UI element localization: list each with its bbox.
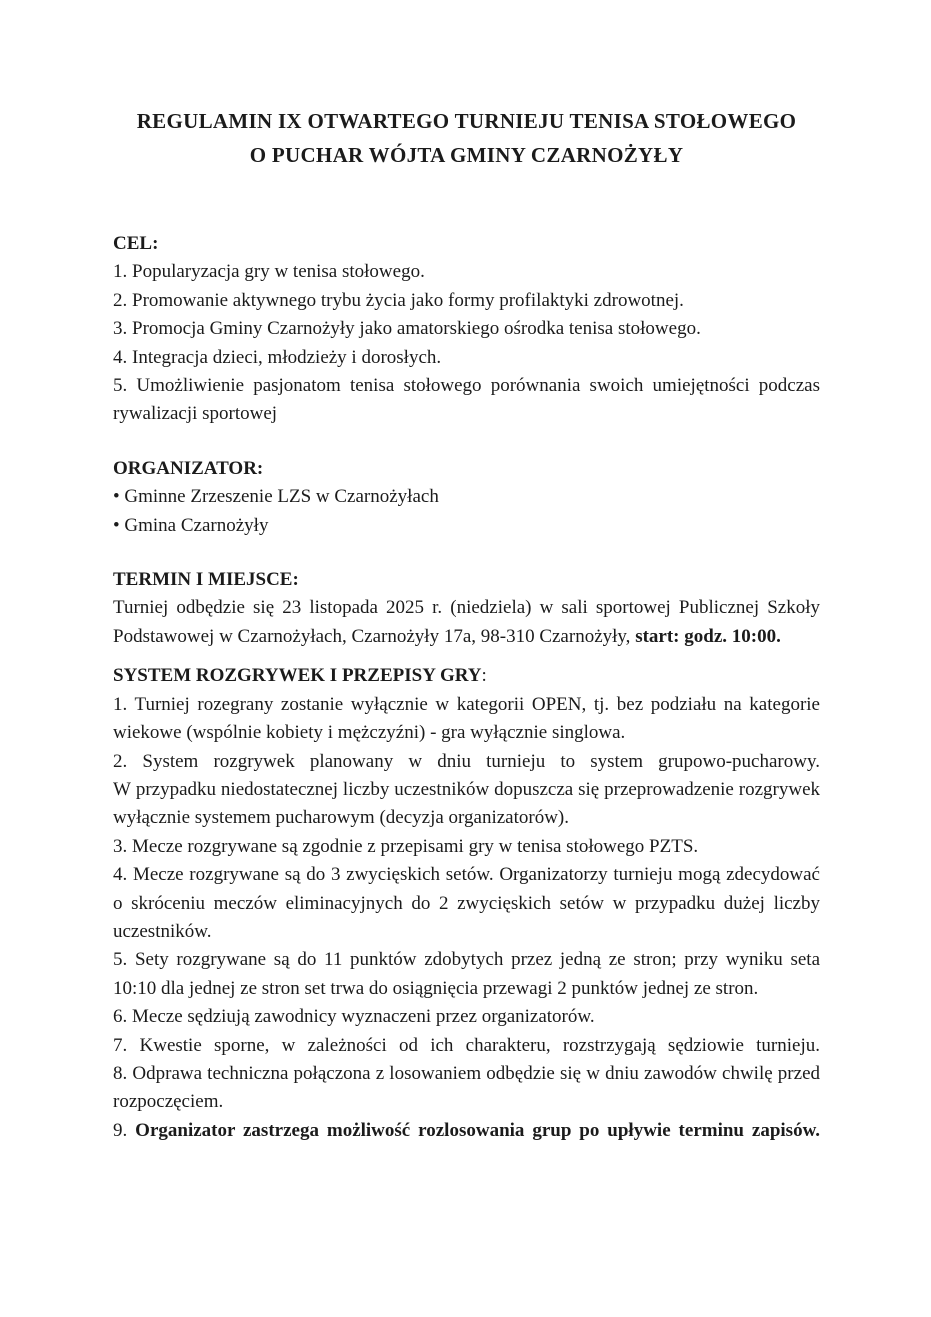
- section-cel: [113, 230, 820, 429]
- cel-item-4: 4. Integracja dzieci, młodzieży i dorosłych.: [113, 346, 442, 368]
- section-organizator: [113, 455, 820, 540]
- title-line-2: O PUCHAR WÓJTA GMINY CZARNOŻYŁY: [249, 143, 684, 167]
- system-item-9: [113, 1117, 820, 1145]
- system-item-1: 1. Turniej rozegrany zostanie wyłącznie w kategorii OPEN, tj. bez podziału na kategorie wiekowe (wspólnie kobiety i mężczyźni) - gra wyłącznie singlowa.: [113, 693, 820, 744]
- system-heading-colon: :: [481, 665, 487, 687]
- cel-item-3: 3. Promocja Gminy Czarnożyły jako amatorskiego ośrodka tenisa stołowego.: [113, 318, 701, 340]
- section-heading-cel: CEL:: [113, 233, 159, 254]
- section-heading-system: [113, 662, 820, 690]
- system-item-2: 2. System rozgrywek planowany w dniu turnieju to system grupowo-pucharowy. W przypadku niedostatecznej liczby uczestników dopuszcza się przeprowadzenie rozgrywek wyłącznie systemem pucharowym (decyzja organizatorów).: [113, 750, 820, 829]
- system-item-9-text: Organizator zastrzega możliwość rozlosowania grup po upływie terminu zapisów.: [135, 1119, 821, 1141]
- system-item-8: 8. Odprawa techniczna połączona z losowaniem odbędzie się w dniu zawodów chwilę przed rozpoczęciem.: [113, 1062, 820, 1113]
- termin-text: Turniej odbędzie się 23 listopada 2025 r. (niedziela) w sali sportowej Publicznej Szkoły Podstawowej w Czarnożyłach, Czarnożyły 17a, 98-310 Czarnożyły,: [113, 597, 820, 647]
- system-item-4: 4. Mecze rozgrywane są do 3 zwycięskich setów. Organizatorzy turnieju mogą zdecydować o skróceniu meczów eliminacyjnych do 2 zwycięskich setów w przypadku dużej liczby uczestników.: [113, 864, 820, 942]
- section-system: [113, 662, 820, 1145]
- system-item-9-number: 9.: [113, 1119, 136, 1141]
- section-heading-organizator: ORGANIZATOR:: [113, 457, 264, 479]
- section-heading-termin: TERMIN I MIEJSCE:: [113, 569, 299, 591]
- termin-paragraph: [113, 594, 820, 651]
- cel-item-2: 2. Promowanie aktywnego trybu życia jako formy profilaktyki zdrowotnej.: [113, 289, 684, 311]
- cel-item-1: 1. Popularyzacja gry w tenisa stołowego.: [113, 261, 425, 283]
- termin-start-time: start: godz. 10:00.: [635, 625, 781, 647]
- title-line-1: REGULAMIN IX OTWARTEGO TURNIEJU TENISA STOŁOWEGO: [136, 109, 797, 133]
- section-termin: [113, 566, 820, 651]
- system-item-6: 6. Mecze sędziują zawodnicy wyznaczeni przez organizatorów.: [113, 1006, 595, 1028]
- organizator-bullet-2: • Gmina Czarnożyły: [113, 514, 269, 536]
- system-item-3: 3. Mecze rozgrywane są zgodnie z przepisami gry w tenisa stołowego PZTS.: [113, 835, 699, 857]
- document-title: [113, 104, 820, 172]
- cel-item-5: 5. Umożliwienie pasjonatom tenisa stołowego porównania swoich umiejętności podczas rywalizacji sportowej: [113, 375, 820, 425]
- system-item-5: 5. Sety rozgrywane są do 11 punktów zdobytych przez jedną ze stron; przy wyniku seta 10:10 dla jednej ze stron set trwa do osiągnięcia przewagi 2 punktów jednej ze stron.: [113, 949, 820, 999]
- system-heading-text: SYSTEM ROZGRYWEK I PRZEPISY GRY: [113, 665, 482, 687]
- system-item-7: 7. Kwestie sporne, w zależności od ich charakteru, rozstrzygają sędziowie turnieju.: [113, 1034, 820, 1056]
- organizator-bullet-1: • Gminne Zrzeszenie LZS w Czarnożyłach: [113, 486, 439, 508]
